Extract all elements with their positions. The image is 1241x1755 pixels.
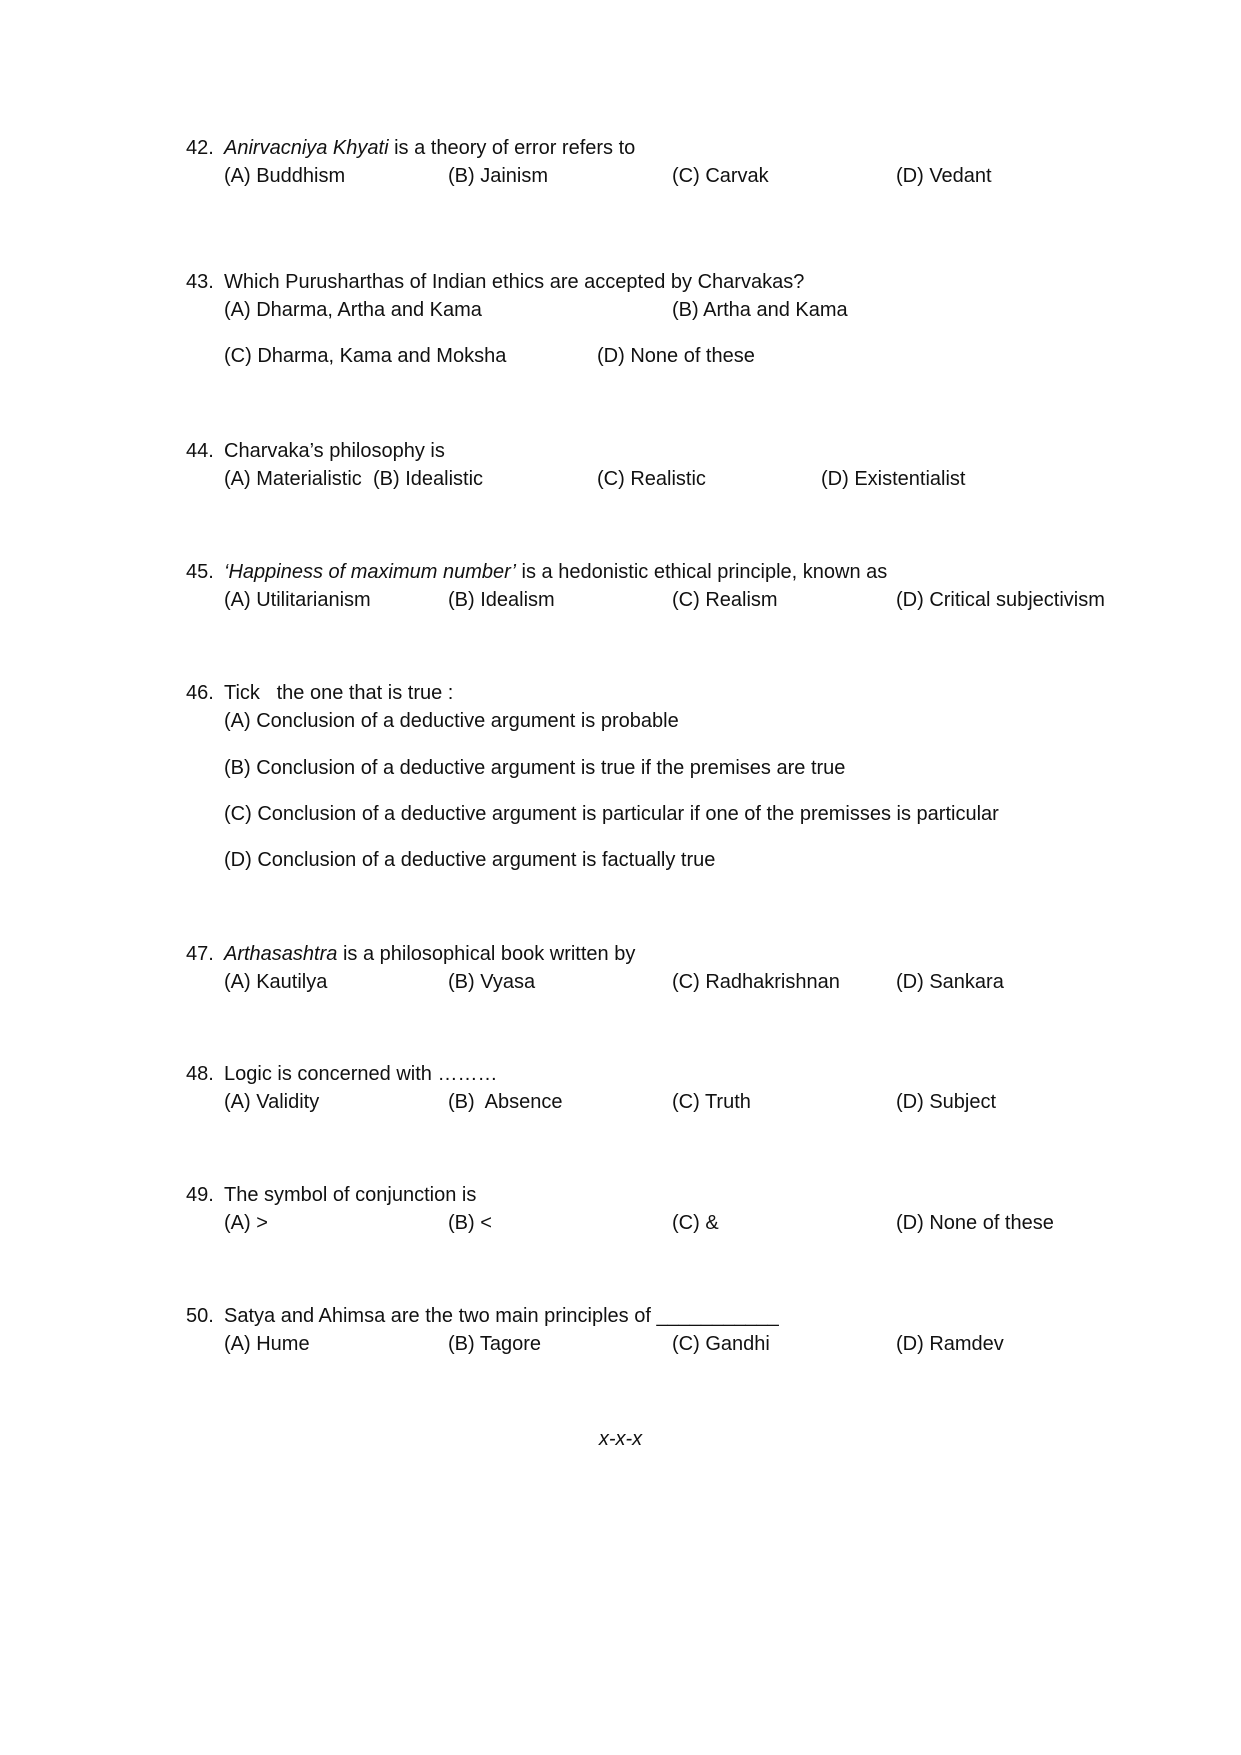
option-a: (A) Materialistic bbox=[224, 468, 362, 490]
option-a: (A) Kautilya bbox=[224, 971, 328, 993]
option-d: (D) Existentialist bbox=[821, 468, 966, 490]
option-d: (D) Sankara bbox=[896, 971, 1004, 993]
question-number: 42. bbox=[186, 137, 214, 159]
question-47 bbox=[186, 940, 1186, 996]
option-a: (A) Dharma, Artha and Kama bbox=[224, 299, 482, 321]
option-a: (A) Hume bbox=[224, 1333, 310, 1355]
question-49 bbox=[186, 1181, 1186, 1237]
option-b: (B) < bbox=[448, 1212, 492, 1234]
option-b: (B) Conclusion of a deductive argument is true if the premises are true bbox=[224, 757, 846, 779]
option-c: (C) Conclusion of a deductive argument is particular if one of the premisses is particular bbox=[224, 803, 999, 825]
option-a: (A) Utilitarianism bbox=[224, 589, 371, 611]
question-stem: Logic is concerned with ……… bbox=[224, 1063, 498, 1085]
option-b: (B) Tagore bbox=[448, 1333, 542, 1355]
option-b: (B) Artha and Kama bbox=[672, 299, 848, 321]
option-a: (A) Buddhism bbox=[224, 165, 346, 187]
option-d: (D) Vedant bbox=[896, 165, 992, 187]
option-c: (C) Radhakrishnan bbox=[672, 971, 840, 993]
question-stem: The symbol of conjunction is bbox=[224, 1184, 477, 1206]
option-d: (D) Critical subjectivism bbox=[896, 589, 1105, 611]
option-a: (A) > bbox=[224, 1212, 268, 1234]
option-d: (D) Ramdev bbox=[896, 1333, 1004, 1355]
question-stem: ‘Happiness of maximum number’ is a hedonistic ethical principle, known as bbox=[224, 561, 888, 583]
question-number: 48. bbox=[186, 1063, 214, 1085]
question-number: 49. bbox=[186, 1184, 214, 1206]
question-43 bbox=[186, 268, 1186, 370]
question-42 bbox=[186, 134, 1186, 190]
option-c: (C) & bbox=[672, 1212, 719, 1234]
question-number: 47. bbox=[186, 943, 214, 965]
question-stem: Arthasashtra is a philosophical book written by bbox=[224, 943, 636, 965]
option-d: (D) None of these bbox=[597, 345, 755, 367]
option-c: (C) Realistic bbox=[597, 468, 706, 490]
question-stem: Which Purusharthas of Indian ethics are accepted by Charvakas? bbox=[224, 271, 805, 293]
question-number: 43. bbox=[186, 271, 214, 293]
question-number: 46. bbox=[186, 682, 214, 704]
option-c: (C) Realism bbox=[672, 589, 778, 611]
question-number: 50. bbox=[186, 1305, 214, 1327]
option-b: (B) Jainism bbox=[448, 165, 549, 187]
option-c: (C) Truth bbox=[672, 1091, 751, 1113]
option-c: (C) Carvak bbox=[672, 165, 769, 187]
question-number: 45. bbox=[186, 561, 214, 583]
option-b: (B) Idealism bbox=[448, 589, 555, 611]
option-a: (A) Validity bbox=[224, 1091, 320, 1113]
option-c: (C) Gandhi bbox=[672, 1333, 770, 1355]
option-d: (D) None of these bbox=[896, 1212, 1054, 1234]
option-b: (B) Vyasa bbox=[448, 971, 536, 993]
question-stem: Anirvacniya Khyati is a theory of error refers to bbox=[224, 137, 636, 159]
option-c: (C) Dharma, Kama and Moksha bbox=[224, 345, 507, 367]
question-stem: Charvaka’s philosophy is bbox=[224, 440, 445, 462]
option-d: (D) Subject bbox=[896, 1091, 997, 1113]
option-b: (B) Absence bbox=[448, 1091, 563, 1113]
question-44 bbox=[186, 437, 1186, 493]
page-end-marker: x-x-x bbox=[598, 1428, 643, 1450]
question-number: 44. bbox=[186, 440, 214, 462]
question-stem: Tick the one that is true : bbox=[224, 682, 454, 704]
question-stem: Satya and Ahimsa are the two main principles of ___________ bbox=[224, 1305, 779, 1327]
question-46 bbox=[186, 679, 1186, 874]
question-48 bbox=[186, 1060, 1186, 1116]
question-45 bbox=[186, 558, 1186, 614]
option-a: (A) Conclusion of a deductive argument is probable bbox=[224, 710, 679, 732]
question-50 bbox=[186, 1302, 1186, 1358]
option-b: (B) Idealistic bbox=[373, 468, 484, 490]
option-d: (D) Conclusion of a deductive argument is factually true bbox=[224, 849, 716, 871]
